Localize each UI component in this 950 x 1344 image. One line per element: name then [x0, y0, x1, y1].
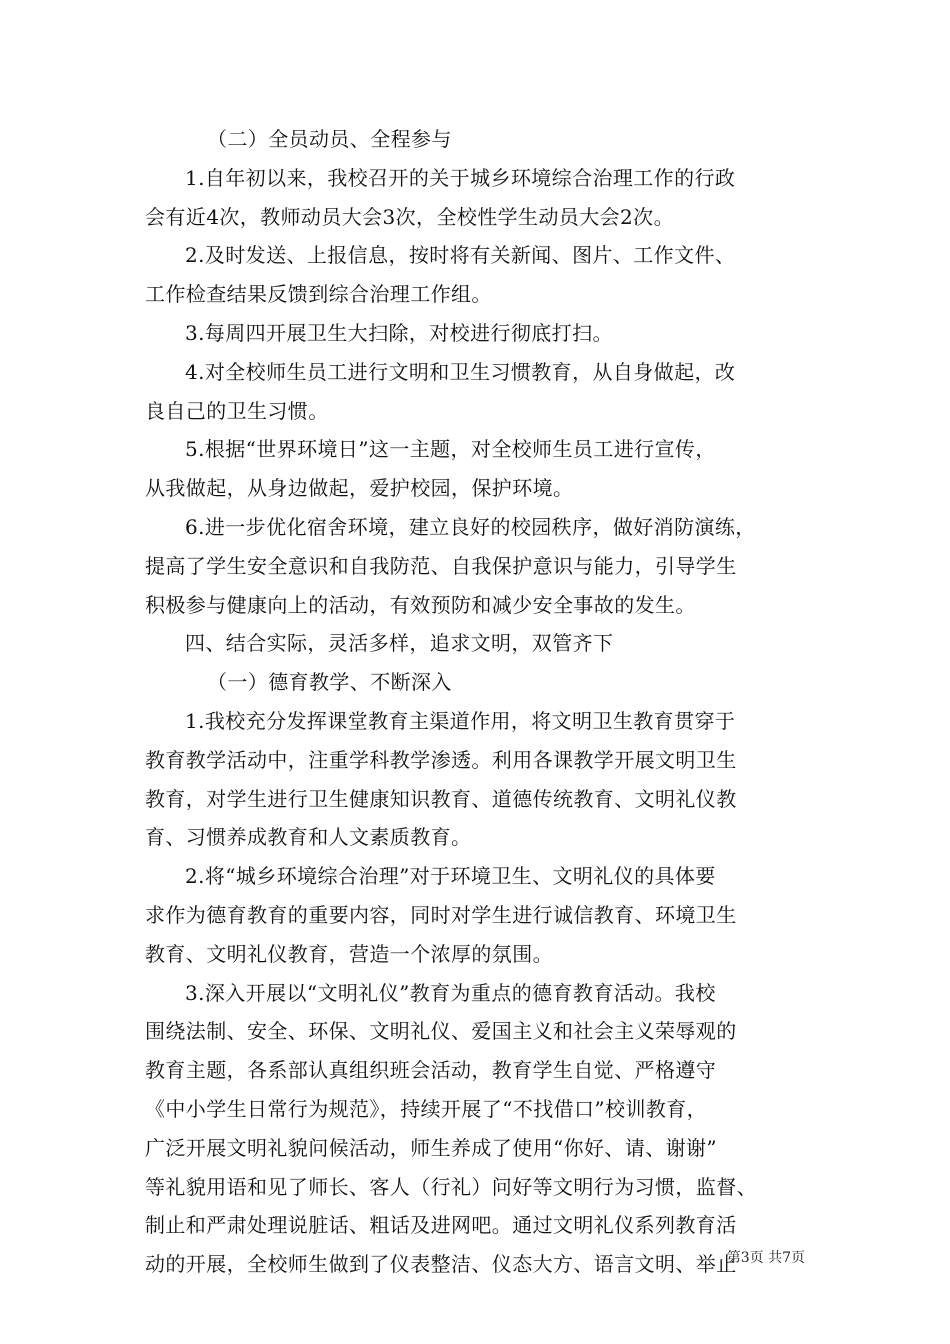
- text-line: 会有近4次，教师动员大会3次，全校性学生动员大会2次。: [145, 204, 674, 229]
- text-line: 4.对全校师生员工进行文明和卫生习惯教育，从自身做起，改: [185, 359, 736, 384]
- text-line: 围绕法制、安全、环保、文明礼仪、爱国主义和社会主义荣辱观的: [145, 1019, 737, 1044]
- text-line: 工作检查结果反馈到综合治理工作组。: [145, 282, 492, 307]
- text-line: 5.根据“世界环境日”这一主题，对全校师生员工进行宣传，: [185, 437, 716, 462]
- section-heading: （一）德育教学、不断深入: [207, 670, 452, 695]
- text-line: 2.及时发送、上报信息，按时将有关新闻、图片、工作文件、: [185, 243, 736, 268]
- text-line: 广泛开展文明礼貌问候活动，师生养成了使用“你好、请、谢谢”: [145, 1135, 718, 1160]
- section-heading: （二）全员动员、全程参与: [207, 127, 452, 151]
- text-line: 从我做起，从身边做起，爱护校园，保护环境。: [145, 476, 574, 501]
- text-line: 1.我校充分发挥课堂教育主渠道作用，将文明卫生教育贯穿于: [185, 708, 736, 733]
- text-line: 提高了学生安全意识和自我防范、自我保护意识与能力，引导学生: [145, 553, 737, 578]
- text-line: 3.每周四开展卫生大扫除，对校进行彻底打扫。: [185, 320, 613, 345]
- text-line: 2.将“城乡环境综合治理”对于环境卫生、文明礼仪的具体要: [185, 864, 716, 889]
- text-line: 6.进一步优化宿舍环境，建立良好的校园秩序，做好消防演练，: [185, 514, 756, 539]
- text-line: 等礼貌用语和见了师长、客人（行礼）问好等文明行为习惯，监督、: [145, 1174, 757, 1199]
- text-line: 教育主题，各系部认真组织班会活动，教育学生自觉、严格遵守: [145, 1058, 717, 1083]
- text-line: 育、习惯养成教育和人文素质教育。: [145, 825, 472, 850]
- text-line: 制止和严肃处理说脏话、粗话及进网吧。通过文明礼仪系列教育活: [145, 1213, 737, 1238]
- text-line: 积极参与健康向上的活动，有效预防和减少安全事故的发生。: [145, 592, 696, 617]
- page-number: 第3页 共7页: [726, 1250, 805, 1266]
- document-body: [145, 120, 810, 1284]
- text-line: 教育、文明礼仪教育，营造一个浓厚的氛围。: [145, 941, 553, 966]
- text-line: 教育，对学生进行卫生健康知识教育、道德传统教育、文明礼仪教: [145, 786, 737, 811]
- text-line: 3.深入开展以“文明礼仪”教育为重点的德育教育活动。我校: [185, 980, 716, 1005]
- text-line: 良自己的卫生习惯。: [145, 398, 329, 423]
- text-line: 1.自年初以来，我校召开的关于城乡环境综合治理工作的行政: [185, 165, 736, 190]
- section-heading: 四、结合实际，灵活多样，追求文明，双管齐下: [185, 631, 614, 656]
- text-line: 求作为德育教育的重要内容，同时对学生进行诚信教育、环境卫生: [145, 902, 737, 927]
- text-line: 《中小学生日常行为规范》，持续开展了“不找借口”校训教育，: [145, 1096, 708, 1121]
- text-line: 教育教学活动中，注重学科教学渗透。利用各课教学开展文明卫生: [145, 747, 737, 772]
- text-line: 动的开展，全校师生做到了仪表整洁、仪态大方、语言文明、举止: [145, 1252, 737, 1277]
